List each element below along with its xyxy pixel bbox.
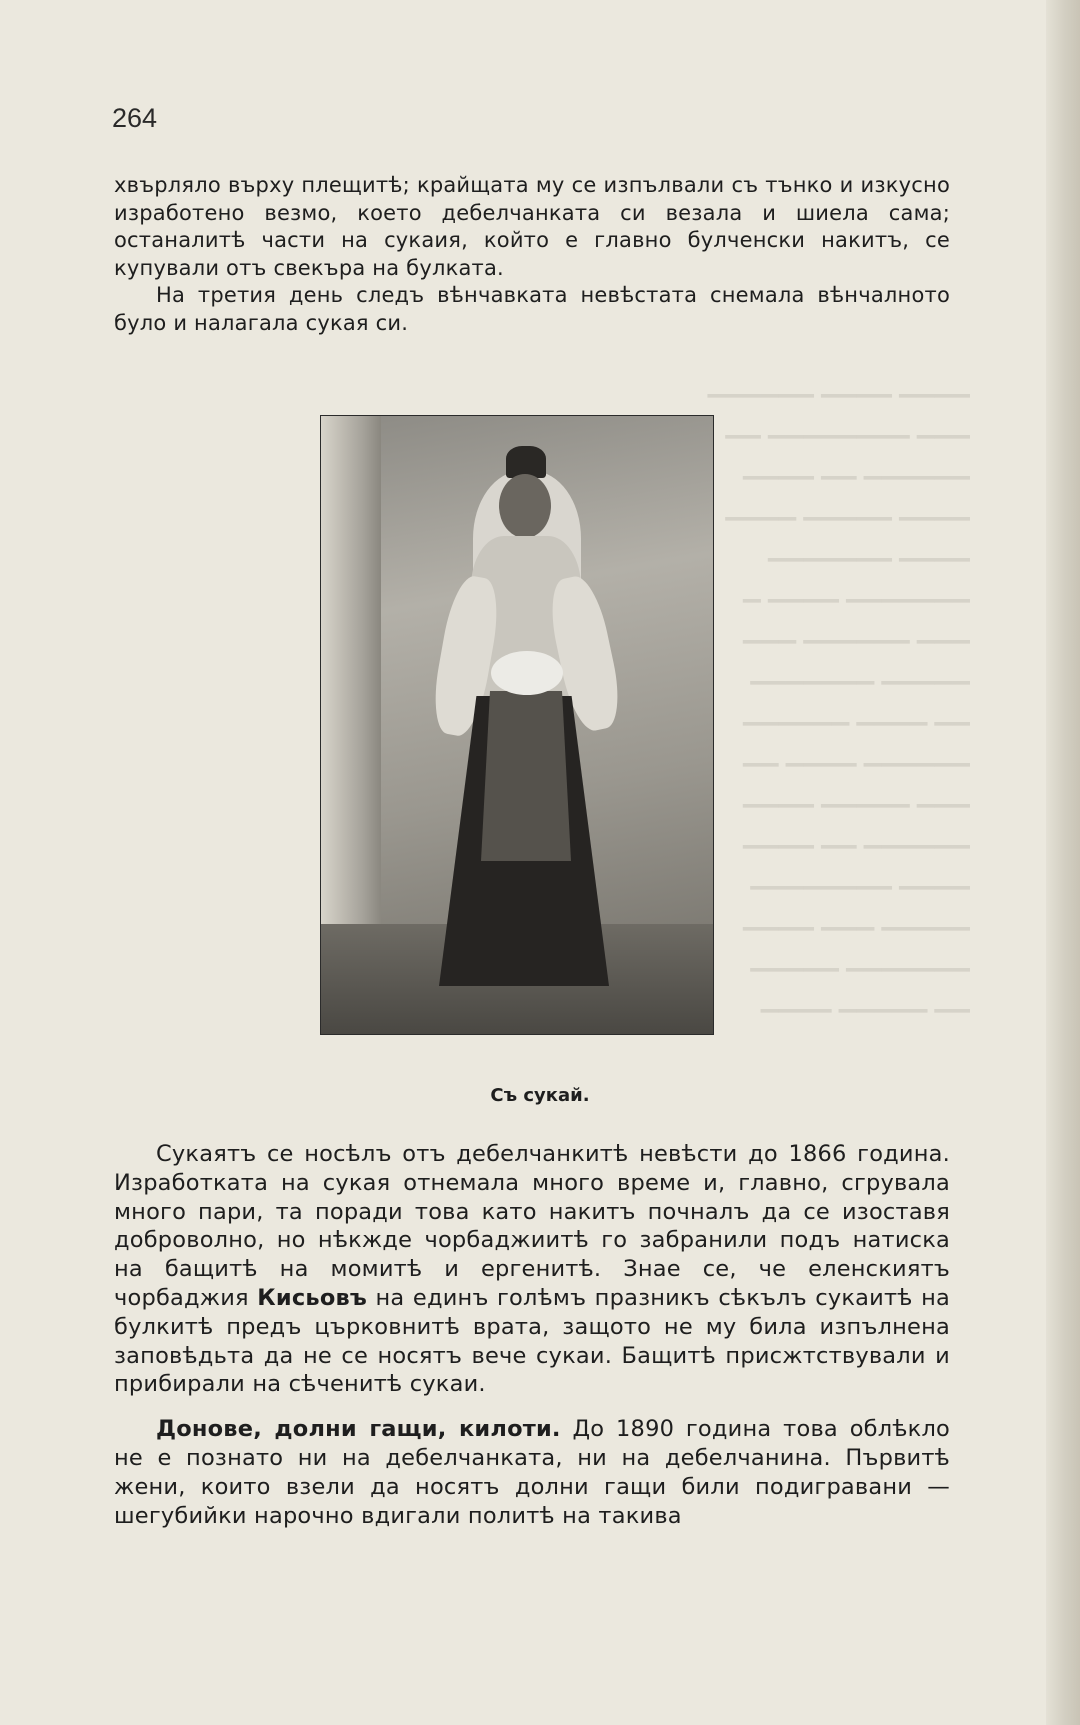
paragraph-text: на единъ голѣмъ празникъ сѣкълъ сукаитѣ на булкитѣ предъ църковнитѣ врата, защото не му била изпълнена заповѣдьта да не се носятъ вече сукаи. Бащитѣ присжтствували и прибирали на сѣченитѣ сукаи. [114,1284,950,1398]
photo-head [499,474,551,538]
top-text-block [114,172,950,337]
figure-caption: Съ сукай. [490,1085,590,1106]
paragraph-text: До 1890 година това облѣкло не е познато ни на дебелчанката, ни на дебелчанина. Първитѣ жени, които взели да носятъ долни гащи били подигравани — шегубийки нарочно вдигали политѣ на такива [114,1416,950,1529]
page-edge-shadow [1046,0,1080,1725]
photograph-woman-in-sukay [320,415,714,1035]
section-heading: Донове, долни гащи, килоти. [156,1416,561,1443]
photo-hands-handkerchief [491,651,563,695]
page-number: 264 [112,103,158,133]
paragraph: На третия день следъ вѣнчавката невѣстата снемала вѣнчалното було и налагала сукая си. [114,283,950,335]
paragraph: хвърляло върху плещитѣ; крайщата му се изпълвали съ тънко и изкусно изработено везмо, което дебелчанката си везала и шиела сама; останалитѣ части на сукаия, който е главно булченски накитъ, се купували отъ свекъра на булката. [114,173,950,280]
paragraph [114,1140,950,1399]
paragraph-text: Сукаятъ се носѣлъ отъ дебелчанкитѣ невѣсти до 1866 година. Изработката на сукая отнемала много време и, главно, сгрувала много пари, та поради това като накитъ почналъ да се изоставя доброволно, но нѣкжде чорбаджиитѣ го забранили подъ натиска на бащитѣ на момитѣ и ергенитѣ. Знае се, че еленскиятъ чорбаджия [114,1141,950,1311]
bottom-text-block [114,1140,950,1530]
show-through-text: ▁▁▁▁ ▁▁▁▁ ▁▁▁▁▁▁ ▁▁▁ ▁▁▁▁▁▁▁▁ ▁▁ ▁▁▁▁▁▁ ▁▁ ▁▁▁▁ ▁▁▁▁ ▁▁▁▁▁ ▁▁▁▁ ▁▁▁▁ ▁▁▁▁▁▁▁ ▁▁▁▁▁▁▁ ▁▁▁▁ ▁ ▁▁▁ ▁▁▁▁▁▁ ▁▁▁ ▁▁▁▁▁ ▁▁▁▁▁▁▁ ▁▁ ▁▁▁▁ ▁▁▁▁▁▁ ▁▁▁▁▁▁ ▁▁▁▁ ▁▁ ▁▁▁ ▁▁▁▁▁ ▁▁▁▁ ▁▁▁▁▁▁ ▁▁ ▁▁▁▁ ▁▁▁▁ ▁▁▁▁▁▁▁▁ ▁▁▁▁▁ ▁▁▁ ▁▁▁▁ ▁▁▁▁▁▁▁ ▁▁▁▁▁ ▁▁ ▁▁▁▁▁ ▁▁▁▁ [707,372,970,1013]
paragraph-bold-name: Кисьовъ [257,1284,368,1311]
photo-apron [481,691,571,861]
paragraph [114,1415,950,1530]
